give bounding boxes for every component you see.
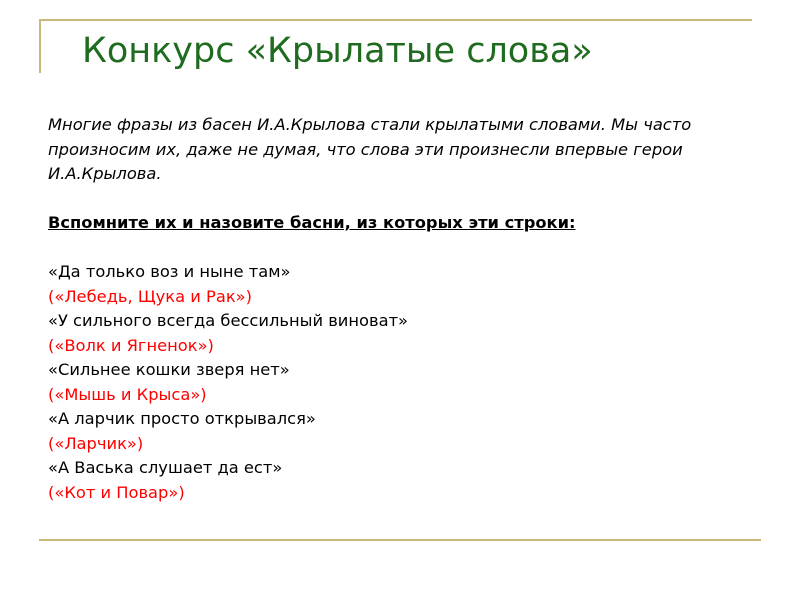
answer-line: («Ларчик») [48, 433, 144, 453]
answer-line: («Лебедь, Щука и Рак») [48, 286, 252, 306]
frame-left-border [39, 19, 41, 73]
quote-line: «Да только воз и ныне там» [48, 262, 291, 281]
slide-content [48, 113, 778, 505]
quote-line: «А ларчик просто открывался» [48, 409, 316, 428]
frame-top-border [39, 19, 752, 21]
instruction-text: Вспомните их и назовите басни, из которых эти строки: [48, 213, 576, 232]
intro-paragraph: Многие фразы из басен И.А.Крылова стали крылатыми словами. Мы часто произносим их, даже не думая, что слова эти произнесли впервые герои И.А.Крылова. [48, 115, 692, 183]
quote-line: «У сильного всегда бессильный виноват» [48, 311, 409, 330]
quote-line: «А Васька слушает да ест» [48, 458, 283, 477]
quote-list [48, 260, 778, 505]
answer-line: («Мышь и Крыса») [48, 384, 207, 404]
slide-title: Конкурс «Крылатые слова» [82, 31, 593, 71]
frame-bottom-border [39, 539, 761, 541]
quote-line: «Сильнее кошки зверя нет» [48, 360, 290, 379]
answer-line: («Волк и Ягненок») [48, 335, 214, 355]
answer-line: («Кот и Повар») [48, 482, 185, 502]
